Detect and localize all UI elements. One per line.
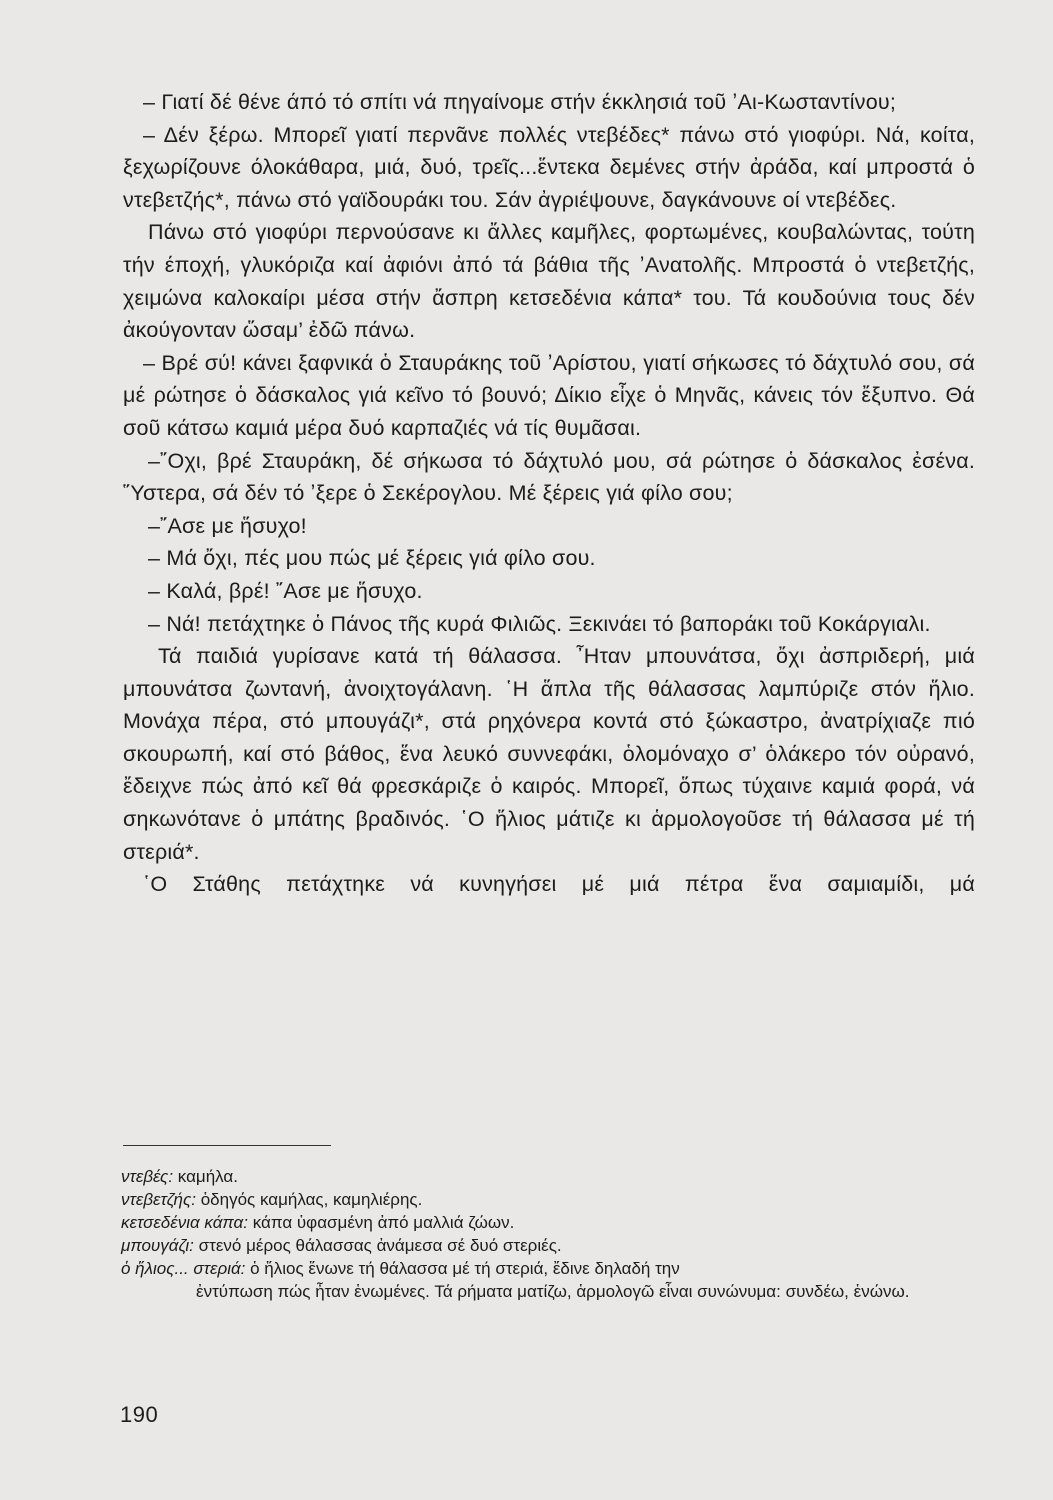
footnote [121,1188,977,1211]
footnote-term: ὁ ἥλιος... στεριά: [121,1259,246,1278]
page-number: 190 [120,1402,159,1427]
footnote-text: ὁδηγός καμήλας, καμηλιέρης. [200,1190,423,1209]
paragraph: Τά παιδιά γυρίσανε κατά τή θάλασσα. ῏Ηταν μπουνάτσα, ὄχι ἀσπριδερή, μιά μπουνάτσα ζωντανή, ἀνοιχτογάλανη. ῾Η ἅπλα τῆς θάλασσας λαμπύριζε στόν ἥλιο. Μονάχα πέρα, στό μπουγάζι*, στά ρηχόνερα κοντά στό ξώκαστρο, ἀνατρίχιαζε πιό σκουρωπή, καί στό βάθος, ἕνα λευκό συννεφάκι, ὁλομόναχο σ’ ὁλάκερο τόν οὐρανό, ἔδειχνε πώς ἀπό κεῖ θά φρεσκάριζε ὁ καιρός. Μπορεῖ, ὅπως τύχαινε καμιά φορά, νά σηκωνότανε ὁ μπάτης βραδινός. ῾Ο ἥλιος μάτιζε κι ἁρμολογοῦσε τή θάλασσα μέ τή στεριά*. [123,644,975,864]
paragraph: – Νά! πετάχτηκε ὁ Πάνος τῆς κυρά Φιλιῶς. Ξεκινάει τό βαποράκι τοῦ Κοκάργιαλι. [148,611,931,636]
paragraph: –῎Οχι, βρέ Σταυράκη, δέ σήκωσα τό δάχτυλό μου, σά ρώτησε ὁ δάσκαλος ἐσένα. ῞Υστερα, σά δέν τό ʼξερε ὁ Σεκέρογλου. Μέ ξέρεις γιά φίλο σου; [123,448,975,506]
footnote-text: κάπα ὑφασμένη ἀπό μαλλιά ζώων. [252,1213,515,1232]
paragraph: – Βρέ σύ! κάνει ξαφνικά ὁ Σταυράκης τοῦ ʼΑρίστου, γιατί σήκωσες τό δάχτυλό σου, σά μέ ρώτησε ὁ δάσκαλος γιά κεῖνο τό βουνό; Δίκιο εἶχε ὁ Μηνᾶς, κάνεις τόν ἔξυπνο. Θά σοῦ κάτσω καμιά μέρα δυό καρπαζιές νά τίς θυμᾶσαι. [123,350,975,440]
footnote [121,1165,977,1188]
paragraph: – Γιατί δέ θένε άπό τό σπίτι νά πηγαίνομε στήν έκκλησιά τοῦ ʼΑι-Κωσταντίνου; [143,90,896,114]
paragraph: ῾Ο Στάθης πετάχτηκε νά κυνηγήσει μέ μιά πέτρα ἕνα σαμιαμίδι, μά [143,872,975,897]
footnote-text: καμήλα. [177,1167,238,1186]
paragraph: – Μά ὄχι, πές μου πώς μέ ξέρεις γιά φίλο σου. [148,546,596,571]
footnote [121,1234,977,1257]
footnote-term: ντεβές: [121,1167,174,1186]
footnote-separator [123,1145,331,1146]
footnote-term: ντεβετζής: [121,1190,196,1209]
footnote [121,1211,977,1234]
paragraph: –῎Ασε με ἥσυχο! [148,513,307,538]
paragraph: Πάνω στό γιοφύρι περνούσανε κι ἄλλες καμῆλες, φορτωμένες, κουβαλώντας, τούτη τήν έποχή, γλυκόριζα καί ἀφιόνι ἀπό τά βάθια τῆς ʼΑνατολῆς. Μπροστά ὁ ντεβετζής, χειμώνα καλοκαίρι μέσα στήν ἄσπρη κετσεδένια κάπα* του. Τά κουδούνια τους δέν ἀκούγονταν ὥσαμ’ ἐδῶ πάνω. [123,220,975,343]
footnote-text: στενό μέρος θάλασσας ἀνάμεσα σέ δυό στεριές. [198,1236,562,1255]
paragraph: – Καλά, βρέ! ῎Ασε με ἥσυχο. [148,578,423,603]
main-text [123,86,975,901]
footnote [121,1257,977,1280]
footnote-continuation: ἐντύπωση πώς ἦταν ἑνωμένες. Τά ρήματα ματίζω, ἁρμολογῶ εἶναι συνώνυμα: συνδέω, ἑνώνω. [196,1282,910,1301]
footnote-text: ὁ ἥλιος ἕνωνε τή θάλασσα μέ τή στεριά, ἔδινε δηλαδή την [250,1259,680,1278]
footnote-term: κετσεδένια κάπα: [121,1213,248,1232]
paragraph: – Δέν ξέρω. Μπορεῖ γιατί περνᾶνε πολλές ντεβέδες* πάνω στό γιοφύρι. Νά, κοίτα, ξεχωρίζουνε όλοκάθαρα, μιά, δυό, τρεῖς...ἕντεκα δεμένες στήν ἀράδα, καί μπροστά ὁ ντεβετζής*, πάνω στό γαϊδουράκι του. Σάν ἀγριέψουνε, δαγκάνουνε οί ντεβέδες. [123,122,975,212]
footnote-term: μπουγάζι: [121,1236,194,1255]
footnotes [121,1165,977,1303]
